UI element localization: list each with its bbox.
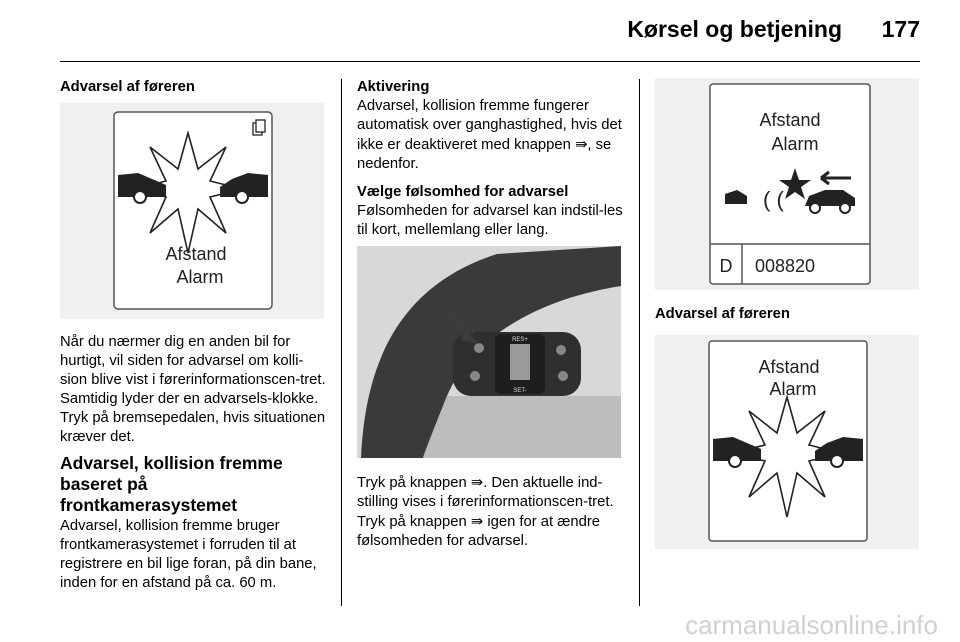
- sensitivity-brackets-icon: ( (: [763, 187, 784, 212]
- column-divider-2: [639, 79, 640, 606]
- display-line2: Alarm: [771, 134, 819, 154]
- column-divider-1: [341, 79, 342, 606]
- col1-section-heading: Advarsel, kollision fremme baseret på frontkamerasystemet: [60, 453, 283, 515]
- display-code: 008820: [755, 256, 816, 276]
- figure-label-line1: Afstand: [165, 244, 227, 264]
- sensitivity-text: Følsomheden for advarsel kan indstil-les til kort, mellemlang eller lang.: [357, 203, 623, 238]
- figure-label-line2: Alarm: [176, 267, 224, 287]
- sensitivity-section: [357, 183, 627, 240]
- display-figure: [655, 78, 919, 290]
- set-label: SET-: [513, 388, 527, 394]
- col1-paragraph-1: Når du nærmer dig en anden bil for hurtigt, vil siden for advarsel om kolli-sion blive vist i førerinformationscen-tret. Samtidig lyder der en advarsels-klokke. Tryk på bremsepedalen, hvis situationen kræver det.: [60, 334, 326, 445]
- activation-text: Advarsel, kollision fremme fungerer automatisk over ganghastighed, hvis det ikke er deaktiveret med knappen ⇛, se nedenfor.: [357, 98, 622, 172]
- chapter-title: Kørsel og betjening: [627, 16, 842, 42]
- col1-paragraph-2: Advarsel, kollision fremme bruger frontkamerasystemet i forruden til at registrere en bil lige foran, på din bane, inden for en afstand på ca. 60 m.: [60, 518, 317, 591]
- sensitivity-button-icon: ⇛: [574, 136, 588, 153]
- sensitivity-button-icon-2: ⇛: [470, 474, 484, 491]
- distance-button-icon[interactable]: [474, 343, 484, 353]
- col2-paragraph-after: Tryk på knappen ⇛. Den aktuelle ind-stilling vises i førerinformationscen-tret. Tryk på knappen ⇛ igen for at ændre følsomheden for advarsel.: [357, 474, 614, 549]
- display-line1: Afstand: [759, 110, 821, 130]
- speed-limiter-icon[interactable]: [470, 371, 480, 381]
- activation-section: [357, 78, 627, 174]
- col3-heading: Advarsel af føreren: [655, 306, 790, 322]
- limiter-icon[interactable]: [558, 371, 568, 381]
- header-divider: [60, 61, 920, 62]
- cruise-icon[interactable]: [556, 345, 566, 355]
- figure2-label-line1: Afstand: [758, 357, 820, 377]
- res-label: RES+: [512, 337, 528, 343]
- collision-warning-figure-2: [655, 335, 919, 549]
- col1-heading: Advarsel af føreren: [60, 79, 195, 95]
- steering-wheel-figure: [357, 246, 621, 458]
- page-number: 177: [881, 16, 920, 42]
- collision-warning-figure: [60, 103, 324, 319]
- watermark: carmanualsonline.info: [685, 610, 938, 640]
- sensitivity-button-icon-3: ⇛: [470, 513, 484, 530]
- display-code-letter: D: [719, 256, 733, 276]
- activation-heading: Aktivering: [357, 79, 430, 95]
- sensitivity-heading: Vælge følsomhed for advarsel: [357, 184, 569, 200]
- figure2-label-line2: Alarm: [769, 379, 817, 399]
